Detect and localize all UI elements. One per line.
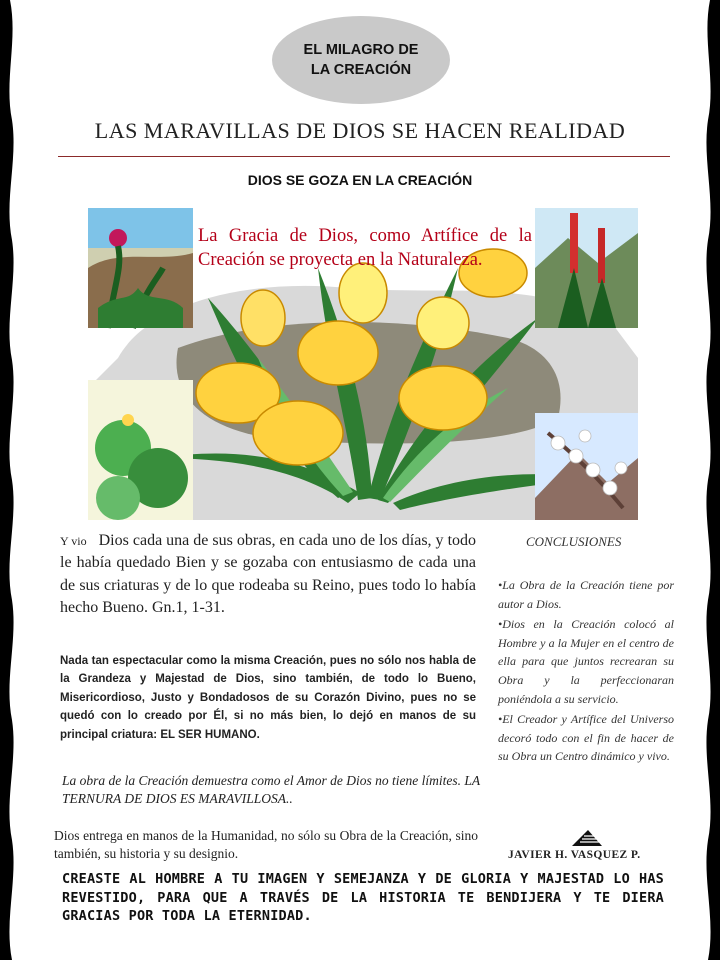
conclusion-item: •El Creador y Artífice del Universo decoró todo con el fin de hacer de su Obra un Centro dinámico y vivo. bbox=[498, 712, 674, 764]
body-paragraph-1 bbox=[60, 530, 476, 620]
conclusion-item: •Dios en la Creación colocó al Hombre y a la Mujer en el centro de ella para que juntos recrearan su Obra y la perfeccionaran poniéndola a su servicio. bbox=[498, 617, 674, 706]
title-badge bbox=[272, 16, 450, 104]
image-caption-overlay: La Gracia de Dios, como Artífice de la Creación se proyecta en la Naturaleza. bbox=[198, 226, 532, 271]
conclusions-list bbox=[498, 576, 674, 768]
paragraph-lead: Y vio bbox=[60, 534, 87, 548]
badge-line-1: EL MILAGRO DE bbox=[303, 41, 419, 58]
author-name: JAVIER H. VASQUEZ P. bbox=[508, 849, 641, 861]
closing-statement: CREASTE AL HOMBRE A TU IMAGEN Y SEMEJANZA Y DE GLORIA Y MAJESTAD LO HAS REVESTIDO, PARA QUE A TRAVÉS DE LA HISTORIA TE BENDIJERA Y TE DIERA GRACIAS POR TODA LA ETERNIDAD. bbox=[62, 871, 664, 925]
body-paragraph-2: Nada tan espectacular como la misma Creación, pues no sólo nos habla de la Grandeza y Majestad de Dios, sino también, de todo lo Bueno, Misericordioso, Justo y Bondadosos de su Corazón Divino, pues no se quedó con lo creado por Él, si no más bien, lo dejó en manos de su principal criatura: EL SER HUMANO. bbox=[60, 655, 476, 741]
body-paragraph-3: La obra de la Creación demuestra como el Amor de Dios no tiene límites. LA TERNURA DE DIOS ES MARAVILLOSA.. bbox=[62, 773, 480, 807]
right-wavy-border bbox=[702, 0, 720, 960]
conclusion-item: •La Obra de la Creación tiene por autor a Dios. bbox=[498, 578, 674, 611]
page-title: LAS MARAVILLAS DE DIOS SE HACEN REALIDAD bbox=[94, 118, 626, 143]
left-wavy-border bbox=[0, 0, 18, 960]
badge-line-2: LA CREACIÓN bbox=[310, 62, 412, 78]
page-subtitle: DIOS SE GOZA EN LA CREACIÓN bbox=[247, 172, 473, 188]
body-paragraph-4: Dios entrega en manos de la Humanidad, no sólo su Obra de la Creación, sino también, su historia y su designio. bbox=[54, 828, 478, 862]
title-rule bbox=[58, 156, 670, 157]
author-logo-icon bbox=[570, 828, 604, 848]
conclusions-title: CONCLUSIONES bbox=[526, 534, 622, 549]
paragraph-1-text: Dios cada una de sus obras, en cada uno de los días, y todo le había quedado Bien y se gozaba con entusiasmo de cada una de sus criaturas y de lo que rodeaba su Reino, pues todo lo había hecho Bueno. Gn.1, 1-31. bbox=[60, 532, 477, 617]
